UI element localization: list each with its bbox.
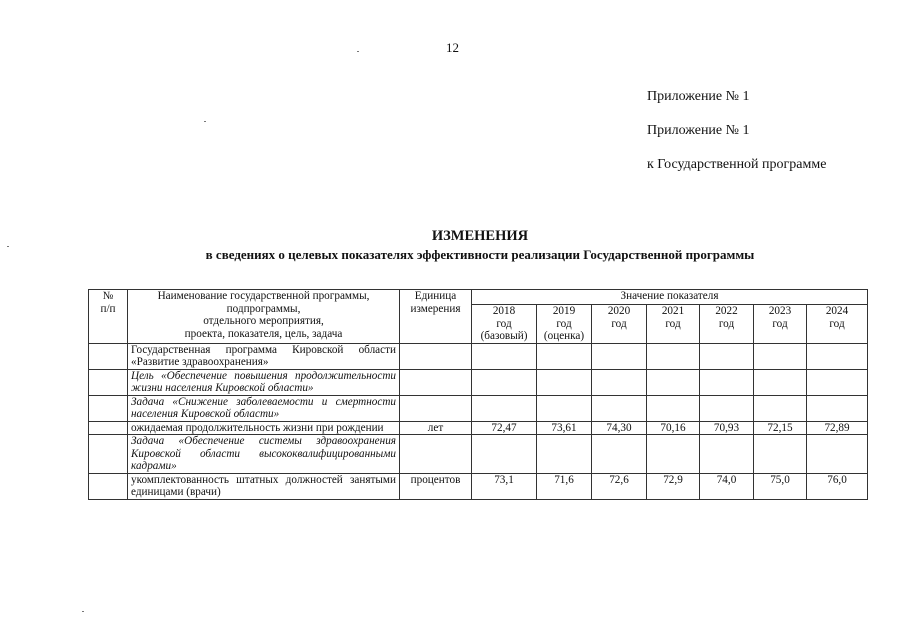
value-cell (647, 343, 700, 369)
indicator-name-cell: ожидаемая продолжительность жизни при рождении (128, 421, 400, 435)
value-cell (592, 343, 647, 369)
row-number-cell (89, 343, 128, 369)
scan-speck (7, 246, 9, 247)
table-row (89, 421, 868, 435)
goal-task-cell: Задача «Обеспечение системы здравоохранения Кировской области высококвалифицированными кадрами» (128, 435, 400, 474)
goal-task-cell: Задача «Снижение заболеваемости и смертности населения Кировской области» (128, 395, 400, 421)
header-unit-line: измерения (410, 302, 461, 315)
appendix-reference: к Государственной программе (647, 157, 827, 172)
value-cell (700, 369, 754, 395)
unit-cell: процентов (400, 473, 472, 499)
value-cell: 73,61 (537, 421, 592, 435)
unit-cell (400, 369, 472, 395)
value-cell: 70,16 (647, 421, 700, 435)
header-year-line: год (665, 317, 681, 330)
header-year-line: 2022 (715, 305, 738, 317)
value-cell: 71,6 (537, 473, 592, 499)
value-cell: 72,6 (592, 473, 647, 499)
header-year-line: год (829, 317, 845, 330)
row-number-cell (89, 435, 128, 474)
value-cell (807, 395, 868, 421)
document-title: ИЗМЕНЕНИЯ (431, 228, 529, 244)
value-cell (537, 343, 592, 369)
appendix-label-repeat: Приложение № 1 (647, 123, 750, 138)
value-cell (472, 369, 537, 395)
unit-cell (400, 395, 472, 421)
header-year (807, 305, 868, 344)
header-year-line: год (718, 317, 735, 330)
header-year (592, 305, 647, 344)
header-year-line: год (611, 317, 627, 330)
value-cell: 72,47 (472, 421, 537, 435)
value-cell (537, 435, 592, 474)
header-year-line: 2024 (825, 305, 849, 317)
table-row (89, 369, 868, 395)
scan-speck (204, 121, 206, 122)
header-year (700, 305, 754, 344)
indicator-name-cell: Государственная программа Кировской области «Развитие здравоохранения» (128, 343, 400, 369)
value-cell (647, 395, 700, 421)
value-cell (647, 435, 700, 474)
header-unit (400, 290, 472, 344)
value-cell: 74,30 (592, 421, 647, 435)
value-cell (592, 369, 647, 395)
value-cell: 72,89 (807, 421, 868, 435)
document-subtitle: в сведениях о целевых показателях эффективности реализации Государственной программы (205, 247, 755, 262)
header-year-line: 2023 (768, 305, 792, 317)
value-cell (472, 395, 537, 421)
value-cell: 73,1 (472, 473, 537, 499)
row-number-cell (89, 473, 128, 499)
value-cell: 74,0 (700, 473, 754, 499)
scan-speck (357, 51, 359, 52)
unit-cell (400, 435, 472, 474)
header-name-line: проекта, показателя, цель, задача (184, 327, 343, 340)
header-number (89, 290, 128, 344)
value-cell (592, 395, 647, 421)
value-cell (537, 395, 592, 421)
value-cell (807, 343, 868, 369)
header-year-line: 2019 (552, 305, 576, 317)
indicators-table (88, 289, 868, 500)
value-cell (754, 369, 807, 395)
indicator-name-cell: укомплектованность штатных должностей занятыми единицами (врачи) (128, 473, 400, 499)
header-name-line: Наименование государственной программы, (157, 290, 370, 302)
value-cell: 72,9 (647, 473, 700, 499)
header-name-line: подпрограммы, (226, 302, 301, 315)
header-year (472, 305, 537, 344)
header-year (647, 305, 700, 344)
header-name-line: отдельного мероприятия, (203, 315, 324, 327)
value-cell (700, 343, 754, 369)
header-year-line: год (556, 317, 572, 330)
table-body (89, 343, 868, 499)
table-row (89, 395, 868, 421)
header-unit-line: Единица (414, 290, 457, 302)
header-value-group: Значение показателя (472, 290, 868, 305)
table-row (89, 473, 868, 499)
value-cell (647, 369, 700, 395)
value-cell (472, 343, 537, 369)
header-number-line: № (102, 290, 114, 302)
header-year-line: (базовый) (480, 330, 528, 342)
unit-cell (400, 343, 472, 369)
header-year-line: 2018 (492, 305, 516, 317)
value-cell (807, 435, 868, 474)
table-row (89, 435, 868, 474)
header-year (537, 305, 592, 344)
table-row (89, 343, 868, 369)
value-cell (754, 343, 807, 369)
row-number-cell (89, 395, 128, 421)
appendix-label: Приложение № 1 (647, 89, 750, 104)
header-year-line: (оценка) (543, 330, 585, 342)
value-cell: 76,0 (807, 473, 868, 499)
value-cell (807, 369, 868, 395)
header-year-line: год (772, 317, 788, 330)
header-year-line: 2020 (607, 305, 631, 317)
unit-cell: лет (400, 421, 472, 435)
goal-task-cell: Цель «Обеспечение повышения продолжительности жизни населения Кировской области» (128, 369, 400, 395)
scan-speck (82, 611, 84, 612)
value-cell (472, 435, 537, 474)
value-cell (700, 435, 754, 474)
value-cell (537, 369, 592, 395)
value-cell: 72,15 (754, 421, 807, 435)
header-year-line: год (496, 317, 512, 330)
value-cell (754, 395, 807, 421)
row-number-cell (89, 421, 128, 435)
row-number-cell (89, 369, 128, 395)
header-year-line: 2021 (661, 305, 685, 317)
value-cell (754, 435, 807, 474)
header-name (128, 290, 400, 344)
page-number: 12 (446, 40, 459, 55)
value-cell (700, 395, 754, 421)
header-number-line: п/п (100, 302, 116, 315)
value-cell (592, 435, 647, 474)
value-cell: 75,0 (754, 473, 807, 499)
value-cell: 70,93 (700, 421, 754, 435)
header-year (754, 305, 807, 344)
